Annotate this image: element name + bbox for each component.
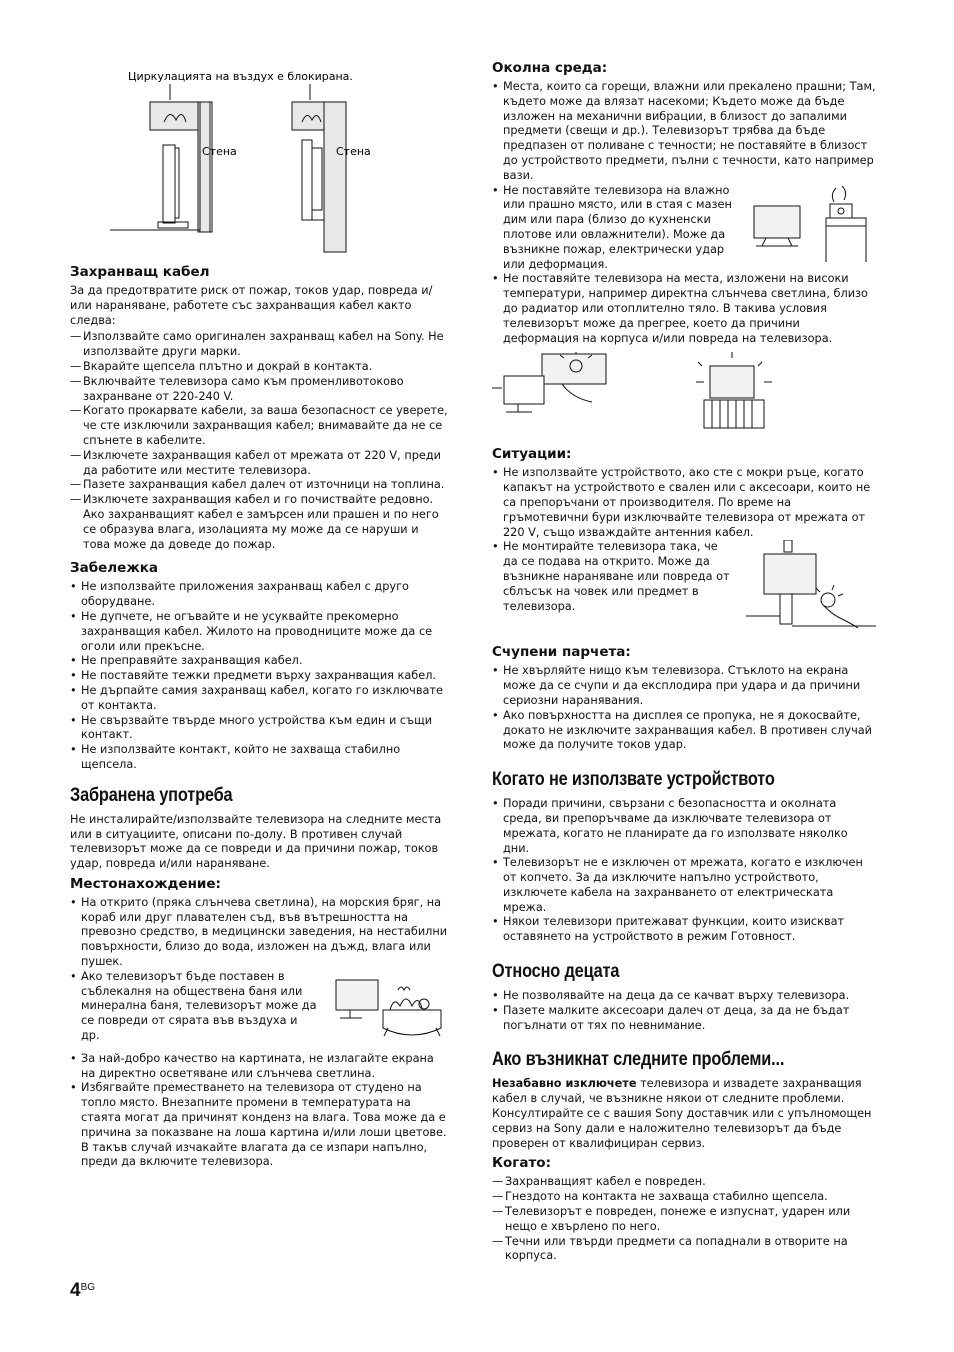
list-item: — Телевизорът е повреден, понеже е изпуснат, ударен или нещо е хвърлено по него.: [492, 1205, 876, 1235]
list-item: • Избягвайте преместването на телевизора от студено на топло място. Внезапните промени в температурата на стаята могат да причинят конденз на влага. Това може да е причина за показване на лоша картина и/или лоши цветове. В такъв случай изчакайте влагата да се изпари напълно, преди да включите телевизора.: [70, 1081, 448, 1170]
list-item: — Вкарайте щепсела плътно и докрай в контакта.: [70, 360, 448, 375]
problems-intro: [492, 1077, 876, 1151]
list-item: • Места, които са горещи, влажни или прекалено прашни; Там, където може да влязат насекоми; Където може да бъде изложен на механични вибрации, в близост до запалими предмети (свещи и др.). Телевизорът трябва да бъде предпазен от поливане с течности; не поставяйте в близост до устройството предмети, пълни с течности, като например вази.: [492, 80, 876, 184]
list-item: • Не поставяйте тежки предмети върху захранващия кабел.: [70, 669, 448, 684]
list-item: • Не поставяйте телевизора на места, изложени на високи температури, например директна слънчева светлина, близо до радиатор или отоплително тяло. В такива условия телевизорът може да прегрее, което да причини деформация на корпуса и/или повреда на телевизора.: [492, 272, 876, 346]
list-item: [492, 184, 876, 273]
problems-intro-rest: телевизора и извадете захранващия кабел в случай, че възникне някои от следните проблеми. Консултирайте се с вашия Sony доставчик или с упълномощен сервиз на Sony дали е наложително телевизорът да бъде проверен от квалифициран сервиз.: [492, 1077, 872, 1150]
humidity-text: • Не поставяйте телевизора на влажно или прашно място, или в стая с мазен дим или пара (близо до кухненски плотове или овлажнители). Може да възникне пожар, електрически удар или деформация.: [503, 183, 732, 271]
prohibited-intro: Не инсталирайте/използвайте телевизора на следните места или в ситуациите, описани по-долу. В противен случай телевизорът може да се повреди и да причини пожар, токов удар, повреда и/или нараняване.: [70, 812, 442, 871]
situations-heading: Ситуации:: [492, 446, 572, 463]
right-column: [492, 60, 876, 1272]
when-heading: Когато:: [492, 1155, 551, 1172]
not-in-use-list: [492, 797, 876, 945]
list-item: • Някои телевизори притежават функции, които изискват оставянето на устройството в режим Готовност.: [492, 915, 876, 945]
outdoor-mount-text: • Не монтирайте телевизора така, че да се подава на открито. Може да възникне нараняване или повреда от сблъсък на човек или предмет в телевизора.: [503, 540, 730, 613]
left-column: [70, 60, 448, 1178]
environment-heading: Околна среда:: [492, 60, 608, 76]
bath-tv-illustration: [328, 970, 448, 1048]
list-item: • Пазете малките аксесоари далеч от деца, за да не бъдат погълнати от тях по невнимание.: [492, 1004, 876, 1034]
list-item: • Не дупчете, не огъвайте и не усуквайте прекомерно захранващия кабел. Жилото на проводниците може да се оголи или прекъсне.: [70, 610, 448, 654]
collision-illustration: [746, 540, 876, 636]
air-blocked-caption: Циркулацията на въздух е блокирана.: [128, 70, 353, 83]
list-item: — Течни или твърди предмети са попаднали в отворите на корпуса.: [492, 1235, 876, 1265]
list-item: • За най-добро качество на картината, не излагайте екрана на директно осветяване или слънчева светлина.: [70, 1052, 448, 1082]
list-item: • На открито (пряка слънчева светлина), на морския бряг, на кораб или друг плавателен съд, във вътрешността на превозно средство, в медицински заведения, на нестабилни повърхности, близо до вода, изложен на дъжд, влага или пушек.: [70, 896, 448, 970]
children-section: [492, 961, 876, 1033]
list-item: • Ако повърхността на дисплея се пропука, не я докосвайте, докато не изключите захранващия кабел. В противен случай може да получите токов удар.: [492, 709, 876, 753]
list-item: • Не хвърляйте нищо към телевизора. Стъклото на екрана може да се счупи и да експлодира при удара и да причини сериозни наранявания.: [492, 664, 876, 708]
note-heading: Забележка: [70, 560, 159, 577]
broken-section: [492, 644, 876, 753]
list-item: — Използвайте само оригинален захранващ кабел на Sony. Не използвайте други марки.: [70, 330, 448, 360]
children-list: [492, 989, 876, 1033]
list-item: — Когато прокарвате кабели, за ваша безопасност се уверете, че сте изключили захранващия кабел; внимавайте да не се спънете в кабелите.: [70, 404, 448, 448]
list-item: • Не дърпайте самия захранващ кабел, когато го изключвате от контакта.: [70, 684, 448, 714]
problems-section: [492, 1049, 876, 1264]
children-heading: Относно децата: [492, 961, 620, 983]
prohibited-section: [70, 785, 448, 1171]
list-item: • Не използвайте устройството, ако сте с мокри ръце, когато капакът на устройството е свален или с аксесоари, които не са препоръчани от производителя. По време на гръмотевични бури изключвайте телевизора от мрежата от 220 V, също изваждайте антенния кабел.: [492, 466, 876, 540]
not-in-use-heading: Когато не използвате устройството: [492, 769, 775, 791]
broken-heading: Счупени парчета:: [492, 644, 631, 661]
list-item: [492, 540, 876, 636]
wall-label-1: Стена: [202, 145, 237, 158]
note-list: [70, 580, 448, 772]
list-item: — Изключете захранващия кабел от мрежата от 220 V, преди да работите или местите телевизора.: [70, 449, 448, 479]
location-list: [70, 896, 448, 1170]
environment-section: [492, 60, 876, 438]
list-item: • Поради причини, свързани с безопасността и околната среда, ви препоръчваме да изключвате телевизора от мрежата, когато не планирате да го използвате няколко дни.: [492, 797, 876, 856]
page-number: [70, 1280, 95, 1302]
list-item: — Изключете захранващия кабел и го почиствайте редовно. Ако захранващият кабел е замърсен или прашен и по него се образува влага, изолацията му може да се наруши и това може да доведе до пожар.: [70, 493, 448, 552]
prohibited-heading: Забранена употреба: [70, 784, 233, 806]
list-item: • Не използвайте приложения захранващ кабел с друго оборудване.: [70, 580, 448, 610]
list-item: • Не свързвайте твърде много устройства към един и същи контакт.: [70, 714, 448, 744]
power-cord-section: [70, 264, 448, 552]
bath-text: • Ако телевизорът бъде поставен в съблекалня на обществена баня или минерална баня, телевизорът може да се повреди от сярата във въздуха и др.: [81, 969, 317, 1043]
not-in-use-section: [492, 769, 876, 945]
environment-list: [492, 80, 876, 346]
list-item: • Телевизорът не е изключен от мрежата, когато е изключен от копчето. За да изключите напълно устройството, изключете кабела на захранването от електрическата мрежа.: [492, 856, 876, 915]
location-heading: Местонахождение:: [70, 875, 221, 892]
situations-list: [492, 466, 876, 636]
power-cord-list: [70, 330, 448, 552]
list-item: — Пазете захранващия кабел далеч от източници на топлина.: [70, 478, 448, 493]
list-item: — Включвайте телевизора само към променливотоково захранване от 220-240 V.: [70, 375, 448, 405]
page-number-suffix: BG: [80, 1282, 96, 1293]
page-number-value: 4: [70, 1280, 81, 1301]
list-item: • Не преправяйте захранващия кабел.: [70, 654, 448, 669]
situations-section: [492, 446, 876, 636]
problems-heading: Ако възникнат следните проблеми...: [492, 1049, 785, 1071]
list-item: • Не използвайте контакт, който не захваща стабилно щепсела.: [70, 743, 448, 773]
list-item: [70, 970, 448, 1048]
power-cord-heading: Захранващ кабел: [70, 264, 210, 280]
list-item: — Гнездото на контакта не захваща стабилно щепсела.: [492, 1190, 876, 1205]
wall-ventilation-illustration: [70, 60, 448, 260]
problems-intro-bold: Незабавно изключете: [492, 1077, 637, 1091]
power-cord-intro: За да предотвратите риск от пожар, токов удар, повреда и/или нараняване, работете със захранващия кабел както следва:: [70, 284, 433, 327]
kitchen-steam-illustration: [746, 184, 876, 266]
broken-list: [492, 664, 876, 753]
list-item: • Не позволявайте на деца да се качват върху телевизора.: [492, 989, 876, 1004]
list-item: — Захранващият кабел е повреден.: [492, 1175, 876, 1190]
note-section: [70, 560, 448, 772]
when-list: [492, 1175, 876, 1264]
sun-radiator-illustration: [492, 352, 876, 438]
wall-label-2: Стена: [336, 145, 371, 158]
